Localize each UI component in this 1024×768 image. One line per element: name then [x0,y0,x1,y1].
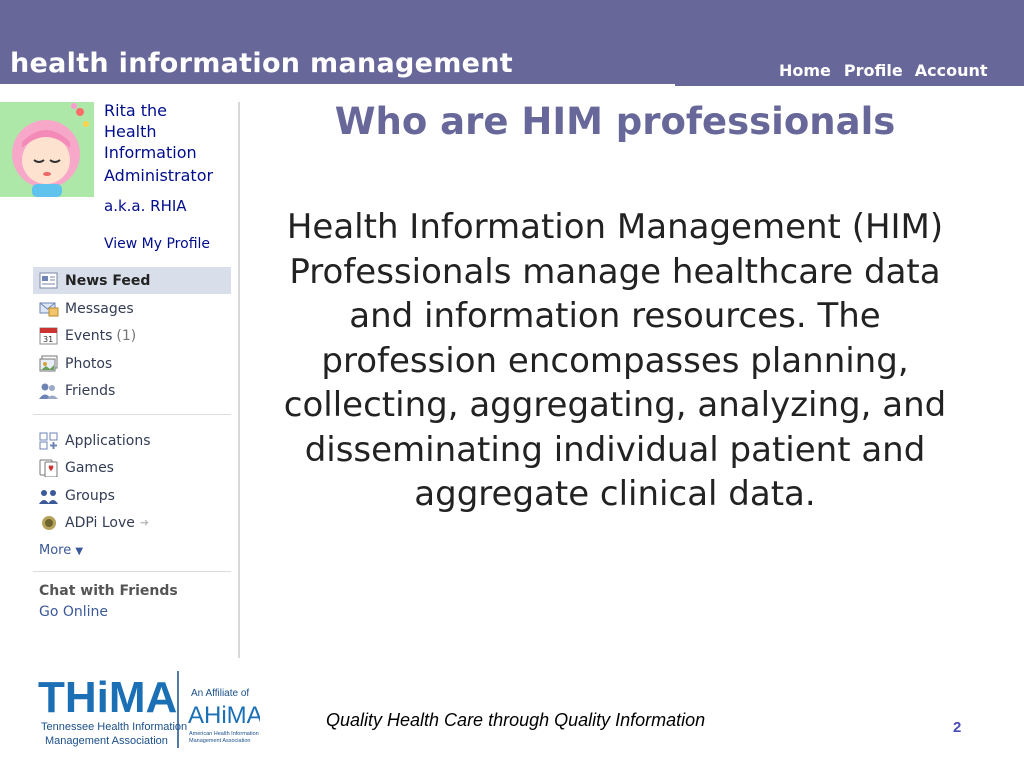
sidebar-item-label: Games [65,459,114,476]
games-icon [39,459,59,477]
profile-name-line-3: Information [104,143,197,162]
arrow-right-icon: ➜ [139,516,150,529]
friends-icon [39,382,59,400]
profile-name-line-2: Health [104,122,157,141]
profile-aka: a.k.a. RHIA [104,197,187,215]
sidebar-item-events[interactable] [33,322,231,349]
sidebar-item-messages[interactable] [33,295,231,322]
photos-icon [39,355,59,373]
sidebar-separator [33,414,231,415]
sidebar-item-applications[interactable] [33,427,231,454]
sidebar-divider [238,102,240,658]
nav-profile-link[interactable]: Profile [843,61,903,80]
news-feed-icon [39,272,59,290]
page-number: 2 [953,719,962,736]
go-online-link[interactable]: Go Online [39,604,109,620]
profile-name-line-1: Rita the [104,101,167,120]
sidebar-item-photos[interactable] [33,350,231,377]
chevron-down-icon: ▼ [75,546,84,557]
applications-icon [39,432,59,450]
groups-icon [39,487,59,505]
sidebar-item-label: News Feed [65,272,151,289]
svg-text:31: 31 [43,334,54,344]
sidebar-item-label: Messages [65,300,134,317]
logo-ahima-sub-1: American Health Information [189,731,259,737]
calendar-icon [39,327,59,345]
nav-account-link[interactable]: Account [914,61,988,80]
sidebar-item-groups[interactable] [33,482,231,509]
sidebar-item-games[interactable] [33,454,231,481]
profile-name-line-4: Administrator [104,166,214,185]
logo-ahima: AHiMA [188,702,260,729]
sidebar-item-friends[interactable] [33,377,231,404]
slide-body: Health Information Management (HIM) Professionals manage healthcare data and information resources. The profession encompasses planning, collecting, aggregating, analyzing, and disseminating individual patient and aggregate clinical data. [283,207,947,514]
sidebar-separator [33,571,231,572]
sidebar-item-label: Events [65,327,113,344]
sidebar-item-adpi-love[interactable] [33,509,231,536]
logo-ahima-sub-2: Management Association [189,738,251,744]
profile-name[interactable] [104,100,234,186]
sidebar-item-label: Applications [65,432,151,449]
top-nav [779,61,988,80]
more-label: More [39,543,72,558]
logo-main: THiMA [38,673,178,722]
site-brand[interactable]: health information management [10,48,514,79]
events-count: (1) [116,327,137,344]
logo-sub-1: Tennessee Health Information [41,721,188,733]
logo-affiliate: An Affiliate of [191,688,250,699]
avatar[interactable] [0,102,94,197]
nav-home-link[interactable]: Home [779,61,831,80]
sidebar-item-label: Photos [65,355,113,372]
more-link[interactable] [39,543,83,558]
sidebar-item-news-feed[interactable] [33,267,231,294]
sidebar-item-label: Friends [65,382,116,399]
header-underline [0,84,675,86]
sidebar-item-label: Groups [65,487,115,504]
chat-header: Chat with Friends [39,583,178,599]
thima-logo [38,668,260,754]
sidebar-item-label: ADPi Love [65,514,135,531]
slide-title: Who are HIM professionals [334,100,896,143]
footer-tagline: Quality Health Care through Quality Information [326,710,706,730]
logo-sub-2: Management Association [45,735,168,747]
messages-icon [39,300,59,318]
header-bar [0,0,1024,86]
adpi-icon [39,514,59,532]
view-profile-link[interactable]: View My Profile [104,236,211,252]
